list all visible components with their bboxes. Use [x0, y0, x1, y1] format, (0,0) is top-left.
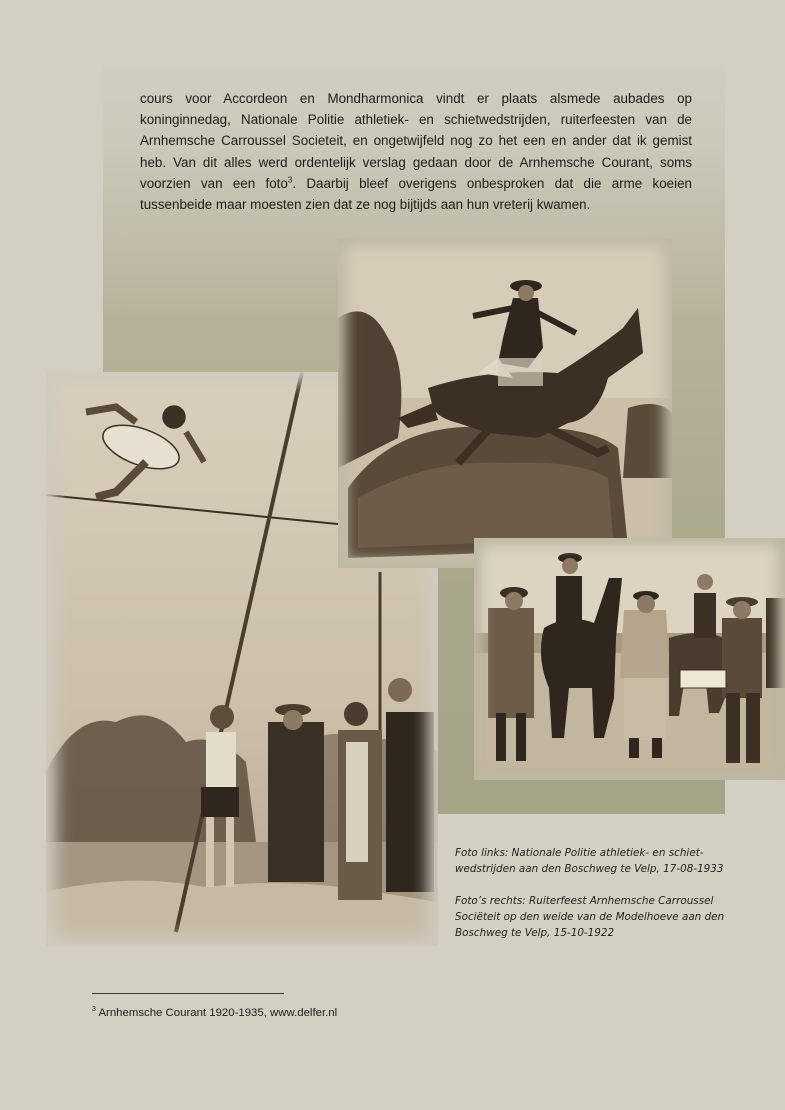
photo-horse-jump [338, 238, 672, 568]
footnote [92, 1002, 337, 1021]
caption-right-photos: Foto’s rechts: Ruiterfeest Arnhemsche Carroussel Sociëteit op den weide van de Modelhoeve aan den Boschweg te Velp, 15-10-1922 [455, 895, 725, 939]
footnote-separator [92, 993, 284, 994]
body-paragraph: cours voor Accordeon en Mondharmonica vindt er plaats alsmede aubades op koninginnedag, Nationale Politie athletiek- en schietwedstrijden, ruiterfeesten van de Arnhemsche Carroussel Societeit, en ongetwijfeld nog zo het een en ander dat ik gemist heb. Van dit alles werd ordentelijk verslag gedaan door de Arnhemsche Courant, soms voorzien van een foto$^3$. Daarbij bleef overigens onbesproken dat die arme koeien tussenbeide maar moesten zien dat ze nog bijtijds aan hun vreterij kwamen. [140, 91, 693, 213]
footnote-text: Arnhemsche Courant 1920-1935, www.delfer.nl [95, 1006, 338, 1019]
photo-riders-officials [474, 538, 785, 780]
horse-jump-illustration [338, 238, 672, 568]
footnote-reference[interactable]: 3 [287, 175, 293, 185]
riders-officials-illustration [474, 538, 785, 780]
caption-left-photo: Foto links: Nationale Politie athletiek- en schiet-wedstrijden aan den Boschweg te Velp, 17-08-1933 [455, 847, 724, 875]
footnote-number: 3 [92, 1006, 96, 1013]
